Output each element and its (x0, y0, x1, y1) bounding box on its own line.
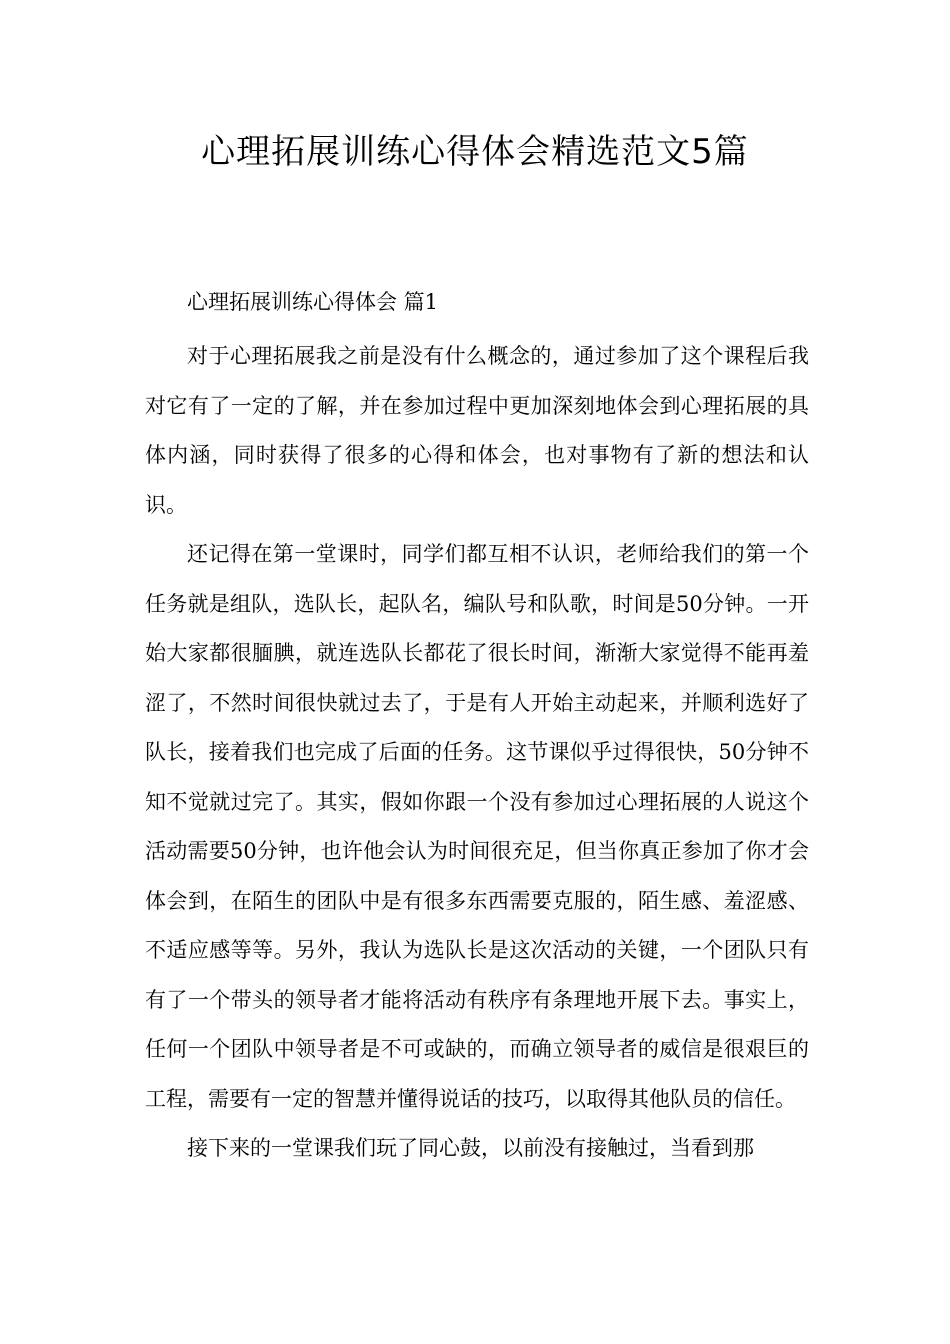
document-body (145, 282, 809, 1174)
paragraph: 还记得在第一堂课时，同学们都互相不认识，老师给我们的第一个任务就是组队，选队长，起队名，编队号和队歌，时间是50分钟。一开始大家都很腼腆，就连选队长都花了很长时间，渐渐大家觉得不能再羞涩了，不然时间很快就过去了，于是有人开始主动起来，并顺利选好了队长，接着我们也完成了后面的任务。这节课似乎过得很快，50分钟不知不觉就过完了。其实，假如你跟一个没有参加过心理拓展的人说这个活动需要50分钟，也许他会认为时间很充足，但当你真正参加了你才会体会到，在陌生的团队中是有很多东西需要克服的，陌生感、羞涩感、不适应感等等。另外，我认为选队长是这次活动的关键，一个团队只有有了一个带头的领导者才能将活动有秩序有条理地开展下去。事实上，任何一个团队中领导者是不可或缺的，而确立领导者的威信是很艰巨的工程，需要有一定的智慧并懂得说话的技巧，以取得其他队员的信任。 (145, 542, 809, 1111)
paragraph: 接下来的一堂课我们玩了同心鼓，以前没有接触过，当看到那 (187, 1136, 754, 1160)
paragraph: 对于心理拓展我之前是没有什么概念的，通过参加了这个课程后我对它有了一定的了解，并在参加过程中更加深刻地体会到心理拓展的具体内涵，同时获得了很多的心得和体会，也对事物有了新的想法和认识。 (145, 344, 809, 517)
section-heading: 心理拓展训练心得体会 篇1 (187, 290, 439, 314)
document-title: 心理拓展训练心得体会精选范文5篇 (201, 132, 749, 172)
